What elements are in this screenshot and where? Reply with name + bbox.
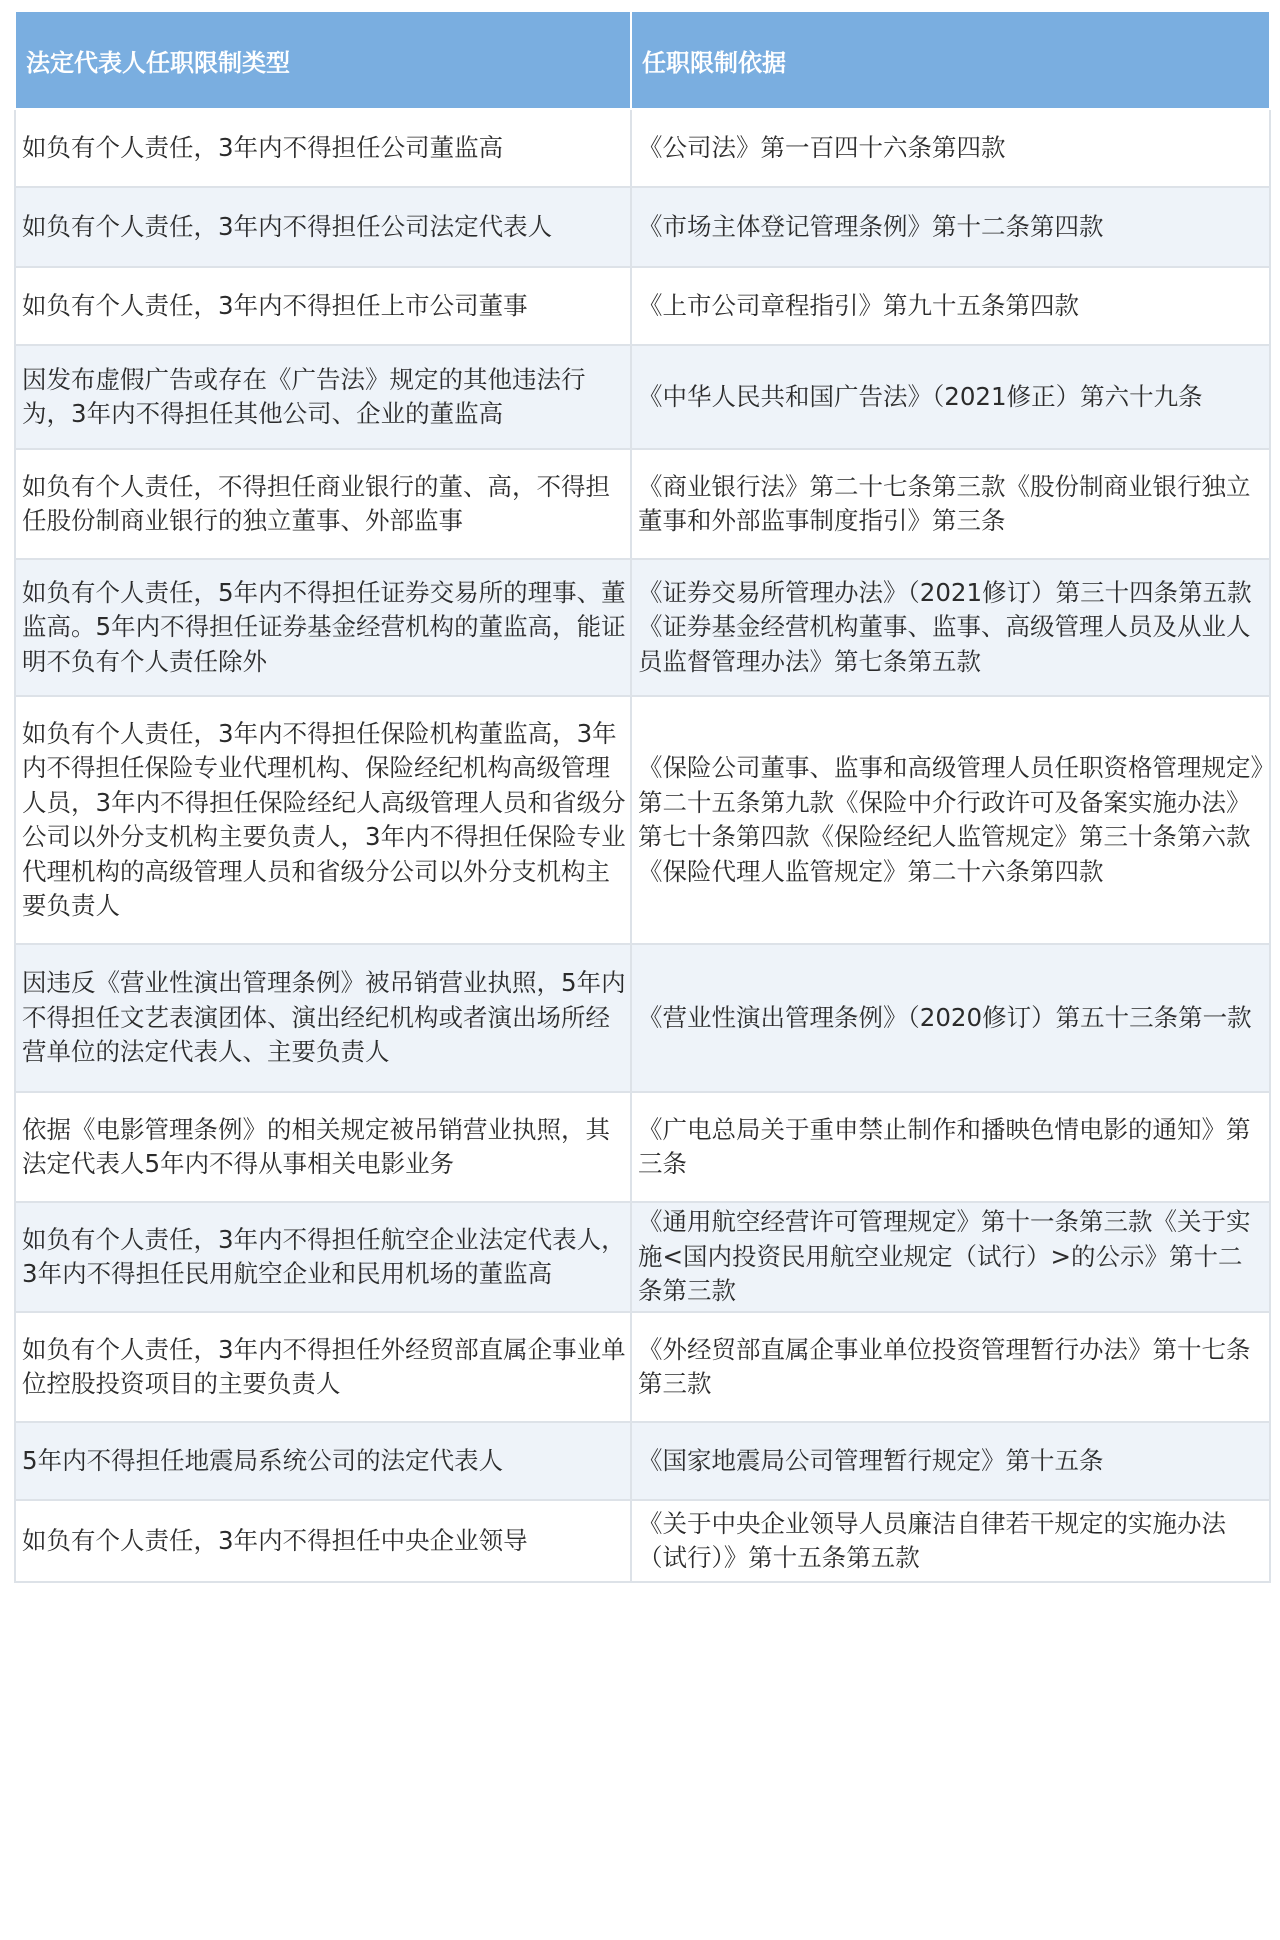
table-container	[14, 10, 1269, 1583]
restriction-basis-cell: 《商业银行法》第二十七条第三款《股份制商业银行独立董事和外部监事制度指引》第三条	[631, 449, 1270, 559]
table-row	[15, 1500, 1270, 1582]
restriction-basis-cell: 《市场主体登记管理条例》第十二条第四款	[631, 187, 1270, 267]
restriction-type-cell: 因发布虚假广告或存在《广告法》规定的其他违法行为，3年内不得担任其他公司、企业的董监高	[15, 345, 631, 449]
restriction-basis-cell: 《关于中央企业领导人员廉洁自律若干规定的实施办法（试行）》第十五条第五款	[631, 1500, 1270, 1582]
restriction-basis-cell: 《上市公司章程指引》第九十五条第四款	[631, 267, 1270, 345]
restriction-type-cell: 如负有个人责任，3年内不得担任中央企业领导	[15, 1500, 631, 1582]
restriction-type-cell: 如负有个人责任，不得担任商业银行的董、高，不得担任股份制商业银行的独立董事、外部监事	[15, 449, 631, 559]
table-row	[15, 1202, 1270, 1312]
restriction-type-cell: 如负有个人责任，3年内不得担任公司法定代表人	[15, 187, 631, 267]
restriction-basis-cell: 《证券交易所管理办法》（2021修订）第三十四条第五款《证券基金经营机构董事、监事、高级管理人员及从业人员监督管理办法》第七条第五款	[631, 559, 1270, 696]
restriction-basis-cell: 《公司法》第一百四十六条第四款	[631, 109, 1270, 187]
restriction-type-cell: 5年内不得担任地震局系统公司的法定代表人	[15, 1422, 631, 1500]
table-row	[15, 267, 1270, 345]
restriction-type-cell: 如负有个人责任，3年内不得担任保险机构董监高，3年内不得担任保险专业代理机构、保险经纪机构高级管理人员，3年内不得担任保险经纪人高级管理人员和省级分公司以外分支机构主要负责人，3年内不得担任保险专业代理机构的高级管理人员和省级分公司以外分支机构主要负责人	[15, 696, 631, 944]
restriction-basis-cell: 《通用航空经营许可管理规定》第十一条第三款《关于实施<国内投资民用航空业规定（试行）>的公示》第十二条第三款	[631, 1202, 1270, 1312]
table-row	[15, 187, 1270, 267]
restriction-type-cell: 如负有个人责任，5年内不得担任证券交易所的理事、董监高。5年内不得担任证券基金经营机构的董监高，能证明不负有个人责任除外	[15, 559, 631, 696]
restriction-type-cell: 依据《电影管理条例》的相关规定被吊销营业执照，其法定代表人5年内不得从事相关电影业务	[15, 1092, 631, 1202]
restriction-basis-cell: 《保险公司董事、监事和高级管理人员任职资格管理规定》第二十五条第九款《保险中介行政许可及备案实施办法》第七十条第四款《保险经纪人监管规定》第三十条第六款《保险代理人监管规定》第二十六条第四款	[631, 696, 1270, 944]
restriction-table	[14, 10, 1271, 1583]
restriction-basis-cell: 《国家地震局公司管理暂行规定》第十五条	[631, 1422, 1270, 1500]
restriction-type-cell: 如负有个人责任，3年内不得担任公司董监高	[15, 109, 631, 187]
restriction-type-cell: 因违反《营业性演出管理条例》被吊销营业执照，5年内不得担任文艺表演团体、演出经纪机构或者演出场所经营单位的法定代表人、主要负责人	[15, 944, 631, 1092]
table-header-row	[15, 11, 1270, 109]
table-row	[15, 449, 1270, 559]
table-row	[15, 1092, 1270, 1202]
restriction-type-cell: 如负有个人责任，3年内不得担任外经贸部直属企事业单位控股投资项目的主要负责人	[15, 1312, 631, 1422]
restriction-basis-cell: 《外经贸部直属企事业单位投资管理暂行办法》第十七条第三款	[631, 1312, 1270, 1422]
restriction-basis-cell: 《广电总局关于重申禁止制作和播映色情电影的通知》第三条	[631, 1092, 1270, 1202]
table-row	[15, 1422, 1270, 1500]
header-restriction-basis: 任职限制依据	[631, 11, 1270, 109]
restriction-type-cell: 如负有个人责任，3年内不得担任航空企业法定代表人，3年内不得担任民用航空企业和民用机场的董监高	[15, 1202, 631, 1312]
table-row	[15, 1312, 1270, 1422]
table-row	[15, 696, 1270, 944]
restriction-basis-cell: 《中华人民共和国广告法》（2021修正）第六十九条	[631, 345, 1270, 449]
restriction-basis-cell: 《营业性演出管理条例》（2020修订）第五十三条第一款	[631, 944, 1270, 1092]
table-row	[15, 559, 1270, 696]
restriction-type-cell: 如负有个人责任，3年内不得担任上市公司董事	[15, 267, 631, 345]
table-row	[15, 109, 1270, 187]
header-restriction-type: 法定代表人任职限制类型	[15, 11, 631, 109]
table-row	[15, 944, 1270, 1092]
table-row	[15, 345, 1270, 449]
